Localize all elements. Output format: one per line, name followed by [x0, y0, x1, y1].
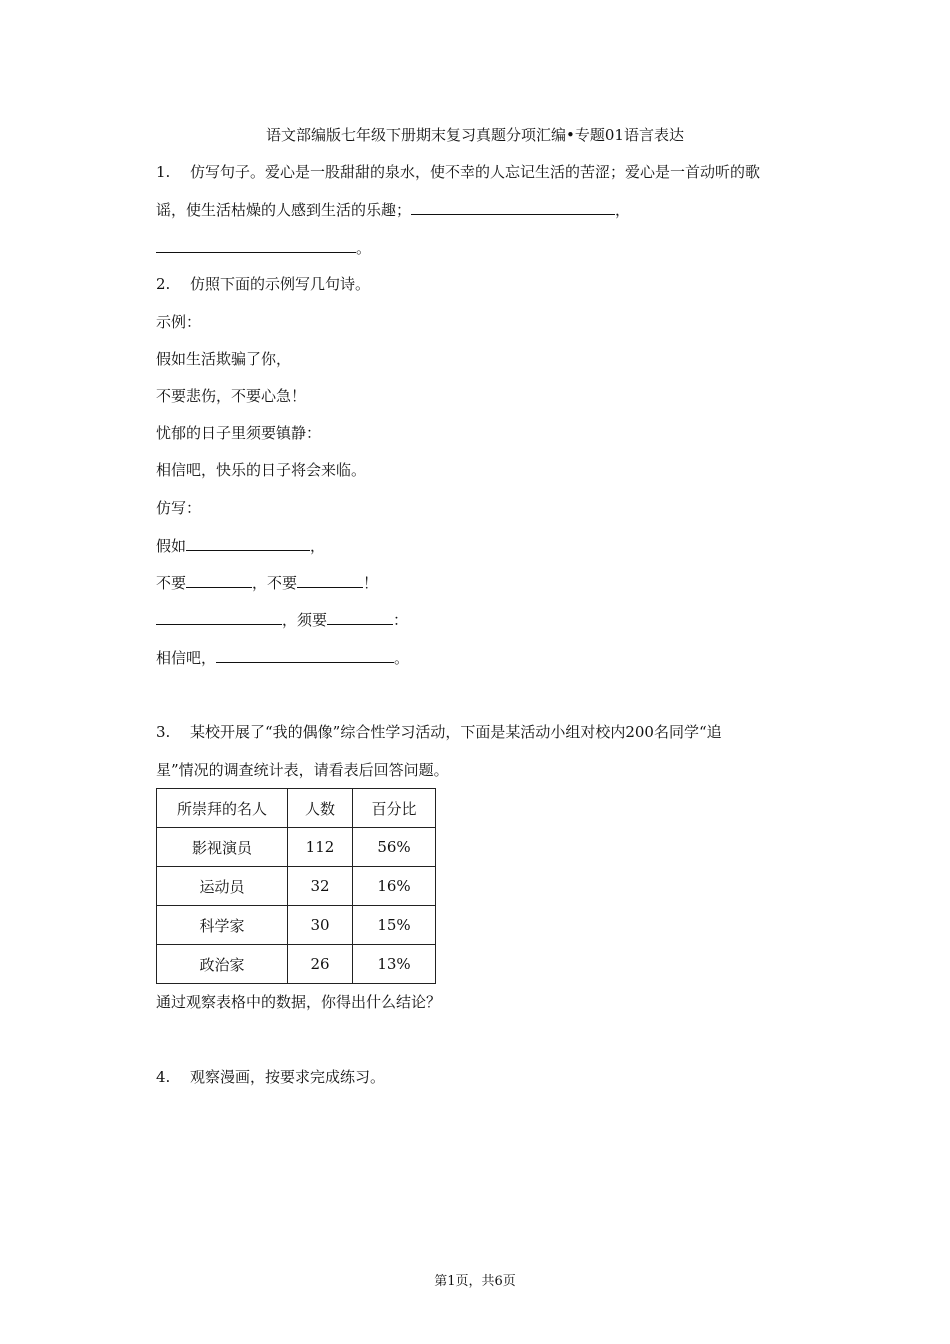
table-cell: 30 — [288, 906, 353, 945]
table-cell: 运动员 — [157, 867, 288, 906]
q2-r2-text-2: ，不要 — [252, 574, 298, 592]
q1-answer-blank-1[interactable] — [411, 200, 615, 215]
table-cell: 112 — [288, 828, 353, 867]
q2-example-line: 假如生活欺骗了你， — [156, 350, 292, 368]
q2-blank-1[interactable] — [186, 536, 310, 551]
q1-period: 。 — [356, 239, 372, 257]
table-row — [157, 867, 436, 906]
q3-question: 通过观察表格中的数据，你得出什么结论？ — [156, 993, 442, 1011]
q2-example-line: 相信吧，快乐的日子将会来临。 — [156, 461, 367, 479]
q2-blank-4[interactable] — [156, 610, 282, 625]
q2-r3-punct: ： — [393, 611, 409, 629]
table-cell: 32 — [288, 867, 353, 906]
q2-stem: 仿照下面的示例写几句诗。 — [190, 275, 371, 293]
table-cell: 影视演员 — [157, 828, 288, 867]
table-header-cell: 人数 — [288, 789, 353, 828]
q3-text-1: 某校开展了“我的偶像”综合性学习活动，下面是某活动小组对校内200名同学“追 — [190, 723, 722, 741]
table-row — [157, 906, 436, 945]
table-cell: 26 — [288, 945, 353, 984]
table-cell: 56% — [353, 828, 436, 867]
q2-r4-punct: 。 — [394, 649, 410, 667]
table-header-cell: 百分比 — [353, 789, 436, 828]
q2-blank-3[interactable] — [297, 573, 363, 588]
table-cell: 13% — [353, 945, 436, 984]
q1-comma: ， — [615, 201, 631, 219]
table-header-cell: 所崇拜的名人 — [157, 789, 288, 828]
q1-line-1 — [156, 162, 760, 182]
table-cell: 16% — [353, 867, 436, 906]
q2-example-label: 示例： — [156, 313, 202, 331]
q1-line-2 — [156, 200, 630, 220]
q2-blank-2[interactable] — [186, 573, 252, 588]
q2-imitate-row-2 — [156, 573, 378, 593]
table-row — [157, 828, 436, 867]
q3-number: 3. — [156, 723, 171, 741]
q2-imitate-row-4 — [156, 648, 409, 668]
q2-imitate-label: 仿写： — [156, 499, 202, 517]
document-title: 语文部编版七年级下册期末复习真题分项汇编•专题01语言表达 — [266, 126, 684, 144]
q2-r1-text: 假如 — [156, 537, 187, 555]
q1-line-3 — [156, 238, 371, 258]
page-footer: 第1页，共6页 — [434, 1274, 516, 1289]
q2-r2-text: 不要 — [156, 574, 187, 592]
table-row — [157, 945, 436, 984]
q2-imitate-row-3 — [156, 610, 408, 630]
table-header-row — [157, 789, 436, 828]
q1-text-1: 仿写句子。爱心是一股甜甜的泉水，使不幸的人忘记生活的苦涩；爱心是一首动听的歌 — [190, 163, 761, 181]
q2-number: 2. — [156, 275, 171, 293]
q4-line — [156, 1067, 385, 1087]
q2-blank-5[interactable] — [327, 610, 393, 625]
q2-r3-text: ，须要 — [282, 611, 328, 629]
table-cell: 15% — [353, 906, 436, 945]
q4-stem: 观察漫画，按要求完成练习。 — [190, 1068, 386, 1086]
q2-stem-line — [156, 274, 370, 294]
q2-r4-text: 相信吧， — [156, 649, 217, 667]
q2-example-line: 不要悲伤，不要心急！ — [156, 387, 307, 405]
q2-blank-6[interactable] — [216, 648, 394, 663]
survey-table — [156, 788, 436, 984]
q2-r1-punct: ， — [310, 537, 326, 555]
q1-answer-blank-2[interactable] — [156, 238, 356, 253]
q1-text-2: 谣，使生活枯燥的人感到生活的乐趣； — [156, 201, 412, 219]
table-cell: 政治家 — [157, 945, 288, 984]
q2-imitate-row-1 — [156, 536, 325, 556]
q3-line-2: 星”情况的调查统计表，请看表后回答问题。 — [156, 761, 449, 779]
table-cell: 科学家 — [157, 906, 288, 945]
q3-line-1 — [156, 722, 722, 742]
q2-r2-punct: ！ — [363, 574, 379, 592]
q2-example-line: 忧郁的日子里须要镇静： — [156, 424, 322, 442]
q1-number: 1. — [156, 163, 171, 181]
q4-number: 4. — [156, 1068, 171, 1086]
